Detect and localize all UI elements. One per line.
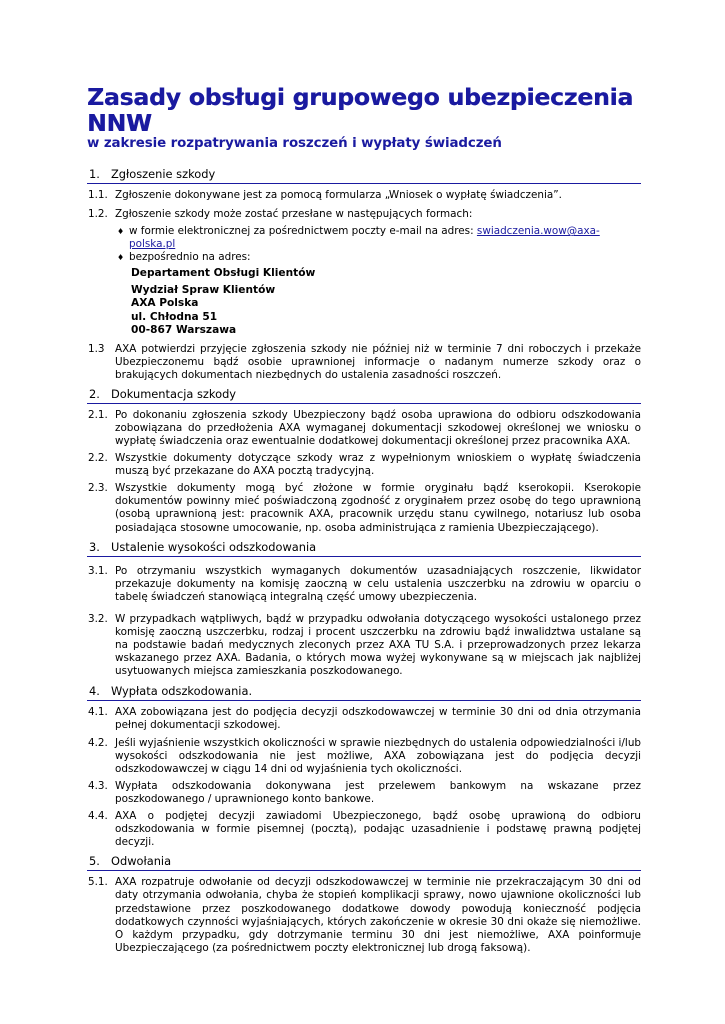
section-heading [87,540,641,557]
section-5 [87,854,641,955]
section-heading [87,854,641,871]
item-text: AXA o podjętej decyzji zawiadomi Ubezpieczonego, bądź osobę uprawioną do odbioru odszkodowania w formie pisemnej (pocztą), podając uzasadnienie i podstawę prawną podjętej decyzji. [115,810,641,849]
item-number: 3.2. [88,612,108,625]
section-title: Dokumentacja szkody [111,386,237,401]
section-title: Wypłata odszkodowania. [111,684,253,699]
section-title: Ustalenie wysokości odszkodowania [111,539,317,554]
document-title: Zasady obsługi grupowego ubezpieczenia NNW [87,83,634,137]
item-number: 5.1. [88,876,108,889]
item-text: Wypłata odszkodowania dokonywana jest przelewem bankowym na wskazane przez poszkodowanego / uprawnionego konto bankowe. [115,779,641,805]
section-heading [87,387,641,404]
list-item [87,780,641,806]
item-number: 4.4. [88,810,108,823]
list-item [87,613,641,678]
list-item [87,482,641,534]
item-number: 1.3 [88,342,105,355]
item-text: Wszystkie dokumenty mogą być złożone w formie oryginału bądź kserokopii. Kserokopie dokumentów powinny mieć poświadczoną zgodność z oryginałem przez osobę do tego uprawnioną (osobą uprawnioną jest: pracownik AXA, pracownik urzędu stanu cywilnego, notariusz lub osoba posiadająca stosowne umocowanie, np. osoba administrująca z ramienia Ubezpieczającego). [115,482,641,534]
section-number: 4. [89,684,100,699]
section-number: 5. [89,854,100,869]
list-item [87,189,641,202]
item-text: Po dokonaniu zgłoszenia szkody Ubezpieczony bądź osoba uprawiona do odbioru odszkodowania zobowiązana do przedłożenia AXA wymaganej dokumentacji szkodowej określonej we wniosku o wypłatę świadczenia oraz ewentualnie dodatkowej dokumentacji określonej przez pracownika AXA. [115,408,641,447]
list-item [87,343,641,382]
address-line: AXA Polska [131,297,199,310]
bullet-text: bezpośrednio na adres: [129,251,251,264]
list-item [87,565,641,604]
item-text: Jeśli wyjaśnienie wszystkich okoliczności w sprawie niezbędnych do ustalenia odpowiedzialności i/lub wysokości odszkodowania nie jest możliwe, AXA zobowiązana jest do podjęcia decyzji odszkodowawczej w ciągu 14 dni od wyjaśnienia tych okoliczności. [115,736,641,775]
document-subtitle: w zakresie rozpatrywania roszczeń i wypłaty świadczeń [87,136,502,151]
diamond-bullet-icon: ♦ [117,253,125,263]
list-item [87,208,641,221]
item-number: 1.2. [88,208,108,221]
item-number: 2.1. [88,408,108,421]
item-text: AXA rozpatruje odwołanie od decyzji odszkodowawczej w terminie nie przekraczającym 30 dni od daty otrzymania odwołania, chyba że stopień komplikacji sprawy, nowo ujawnione okoliczności lub przedstawione przez poszkodowanego dodatkowe dowody powodują konieczność podjęcia dodatkowych czynności wyjaśniających, których zakończenie w okresie 30 dni okaże się niemożliwe. O każdym przypadku, gdy dotrzymanie terminu 30 dni jest niemożliwe, AXA poinformuje Ubezpieczającego (za pośrednictwem poczty elektronicznej lub drogą faksową). [115,876,641,954]
address-line: Departament Obsługi Klientów [131,267,316,280]
item-number: 4.3. [88,779,108,792]
bullet-item [87,225,641,251]
item-text: Zgłoszenie szkody może zostać przesłane w następujących formach: [115,208,473,221]
section-title: Odwołania [111,854,172,869]
email-link[interactable]: swiadczenia.wow@axa-polska.pl [129,225,600,251]
address-line: Wydział Spraw Klientów [131,283,276,296]
list-item [87,876,641,955]
section-1 [87,167,641,382]
bullet-text: w formie elektronicznej za pośrednictwem poczty e-mail na adres: swiadczenia.wow@axa-polska.pl [129,225,600,251]
address-line: 00-867 Warszawa [131,324,237,337]
bullet-item [87,251,641,264]
diamond-bullet-icon: ♦ [117,227,125,237]
postal-address [87,267,641,337]
section-title: Zgłoszenie szkody [111,167,216,181]
item-number: 4.1. [88,706,108,719]
address-line: ul. Chłodna 51 [131,310,218,323]
list-item [87,737,641,776]
section-3 [87,540,641,679]
section-number: 2. [89,386,100,401]
item-text: Zgłoszenie dokonywane jest za pomocą formularza „Wniosek o wypłatę świadczenia”. [115,189,562,201]
section-2 [87,387,641,535]
section-4 [87,684,641,849]
item-number: 3.1. [88,564,108,577]
item-number: 1.1. [88,189,108,201]
item-text: Wszystkie dokumenty dotyczące szkody wraz z wypełnionym wnioskiem o wypłatę świadczenia muszą być przekazane do AXA pocztą tradycyjną. [115,452,641,478]
section-heading [87,167,641,184]
list-item [87,706,641,732]
section-number: 3. [89,539,100,554]
list-item [87,810,641,849]
section-number: 1. [89,167,100,181]
item-text: W przypadkach wątpliwych, bądź w przypadku odwołania dotyczącego wysokości ustalonego przez komisję zaoczną uszczerbku, rodzaj i procent uszczerbku na zdrowiu bądź inwalidztwa ustalane są na podstawie badań medycznych zleconych przez AXA TU S.A. i przeprowadzonych przez lekarza wskazanego przez AXA. Badania, o których mowa wyżej wykonywane są w miejscach jak najbliżej usytuowanych miejsca zamieszkania poszkodowanego. [115,612,641,678]
list-item [87,409,641,448]
item-text: AXA zobowiązana jest do podjęcia decyzji odszkodowawczej w terminie 30 dni od dnia otrzymania pełnej dokumentacji szkodowej. [115,706,641,732]
section-heading [87,684,641,701]
list-item [87,452,641,478]
item-number: 2.3. [88,482,108,495]
item-number: 2.2. [88,452,108,465]
item-number: 4.2. [88,736,108,749]
item-text: AXA potwierdzi przyjęcie zgłoszenia szkody nie później niż w terminie 7 dni roboczych i przekaże Ubezpieczonemu bądź osobie uprawnionej informacje o nadanym numerze szkody oraz o brakujących dokumentach niezbędnych do ustalenia zasadności roszczeń. [115,342,641,381]
item-text: Po otrzymaniu wszystkich wymaganych dokumentów uzasadniających roszczenie, likwidator przekazuje dokumenty na komisję zaoczną w celu ustalenia uszczerbku na zdrowiu w oparciu o tabelę świadczeń stanowiącą integralną część umowy ubezpieczenia. [115,564,641,603]
